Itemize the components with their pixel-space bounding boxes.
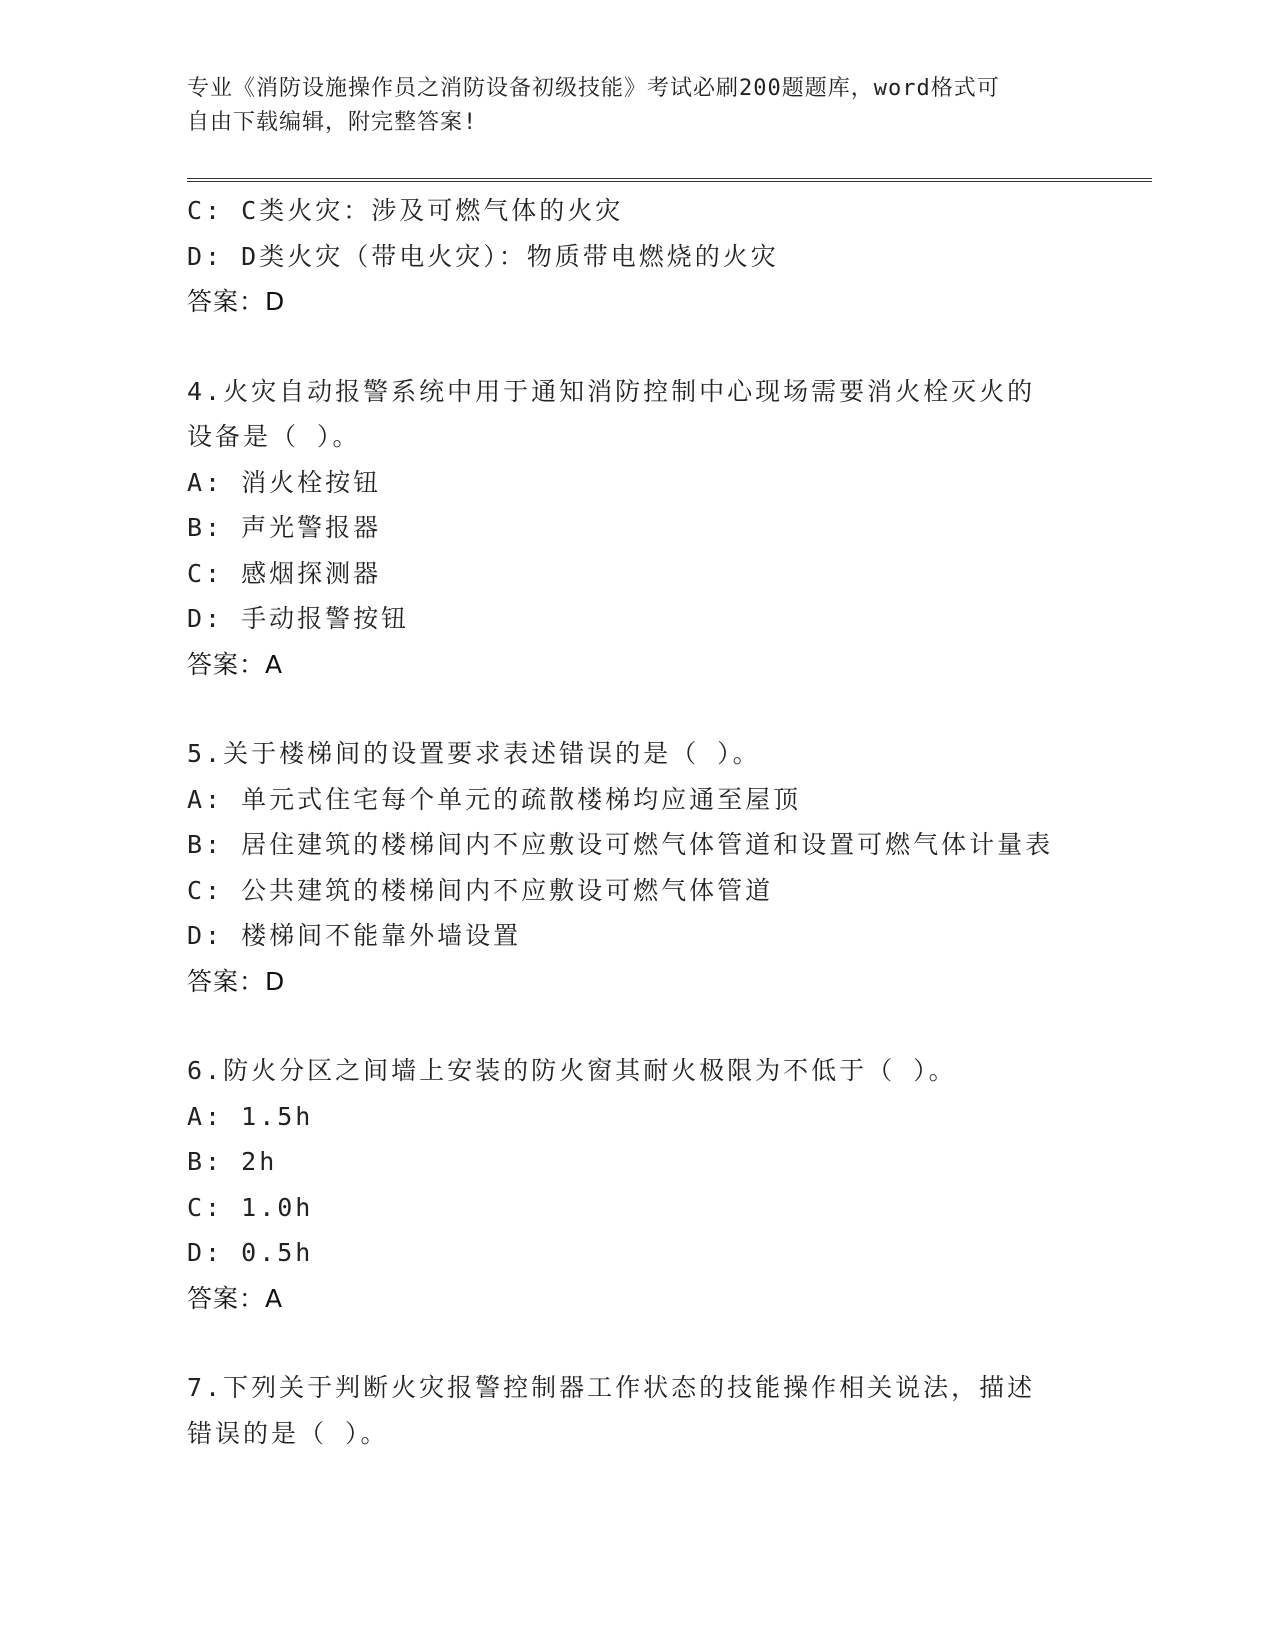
spacer <box>187 1004 1087 1048</box>
spacer <box>187 1321 1087 1365</box>
answer-line: 答案：A <box>187 649 284 679</box>
question-stem: 错误的是（ ）。 <box>187 1418 389 1448</box>
document-header <box>187 72 1087 140</box>
question-stem: 4.火灾自动报警系统中用于通知消防控制中心现场需要消火栓灭火的 <box>187 376 1036 406</box>
answer-line: 答案：A <box>187 1283 284 1313</box>
question-block-5 <box>187 731 1087 1004</box>
spacer <box>187 325 1087 369</box>
question-block-6 <box>187 1048 1087 1321</box>
option-b: B: 居住建筑的楼梯间内不应敷设可燃气体管道和设置可燃气体计量表 <box>187 830 1054 859</box>
option-c: C: 感烟探测器 <box>187 558 382 588</box>
spacer <box>187 687 1087 731</box>
answer-line: 答案：D <box>187 287 286 316</box>
option-d: D: 楼梯间不能靠外墙设置 <box>187 921 522 950</box>
question-stem: 5.关于楼梯间的设置要求表述错误的是（ ）。 <box>187 739 761 768</box>
option-b: B: 声光警报器 <box>187 513 382 542</box>
answer-line: 答案：D <box>187 966 286 996</box>
option-a: A: 消火栓按钮 <box>187 467 382 497</box>
header-divider <box>187 178 1152 182</box>
question-block-3 <box>187 188 1087 325</box>
question-block-4 <box>187 369 1087 688</box>
option-b: B: 2h <box>187 1147 278 1176</box>
header-line-1: 专业《消防设施操作员之消防设备初级技能》考试必刷200题题库，word格式可 <box>187 76 1000 101</box>
question-stem: 7.下列关于判断火灾报警控制器工作状态的技能操作相关说法，描述 <box>187 1373 1036 1402</box>
option-c: C: 公共建筑的楼梯间内不应敷设可燃气体管道 <box>187 875 774 905</box>
header-line-2: 自由下载编辑，附完整答案! <box>187 110 478 135</box>
option-c: C: 1.0h <box>187 1192 314 1222</box>
question-stem: 6.防火分区之间墙上安装的防火窗其耐火极限为不低于（ ）。 <box>187 1056 957 1085</box>
option-c: C: C类火灾：涉及可燃气体的火灾 <box>187 196 624 225</box>
option-a: A: 1.5h <box>187 1101 314 1131</box>
option-a: A: 单元式住宅每个单元的疏散楼梯均应通至屋顶 <box>187 784 802 814</box>
question-stem: 设备是（ ）。 <box>187 422 361 451</box>
option-d: D: 手动报警按钮 <box>187 604 410 633</box>
option-d: D: 0.5h <box>187 1238 314 1267</box>
question-block-7 <box>187 1365 1087 1456</box>
document-body <box>187 188 1087 1456</box>
option-d: D: D类火灾（带电火灾）：物质带电燃烧的火灾 <box>187 241 779 271</box>
